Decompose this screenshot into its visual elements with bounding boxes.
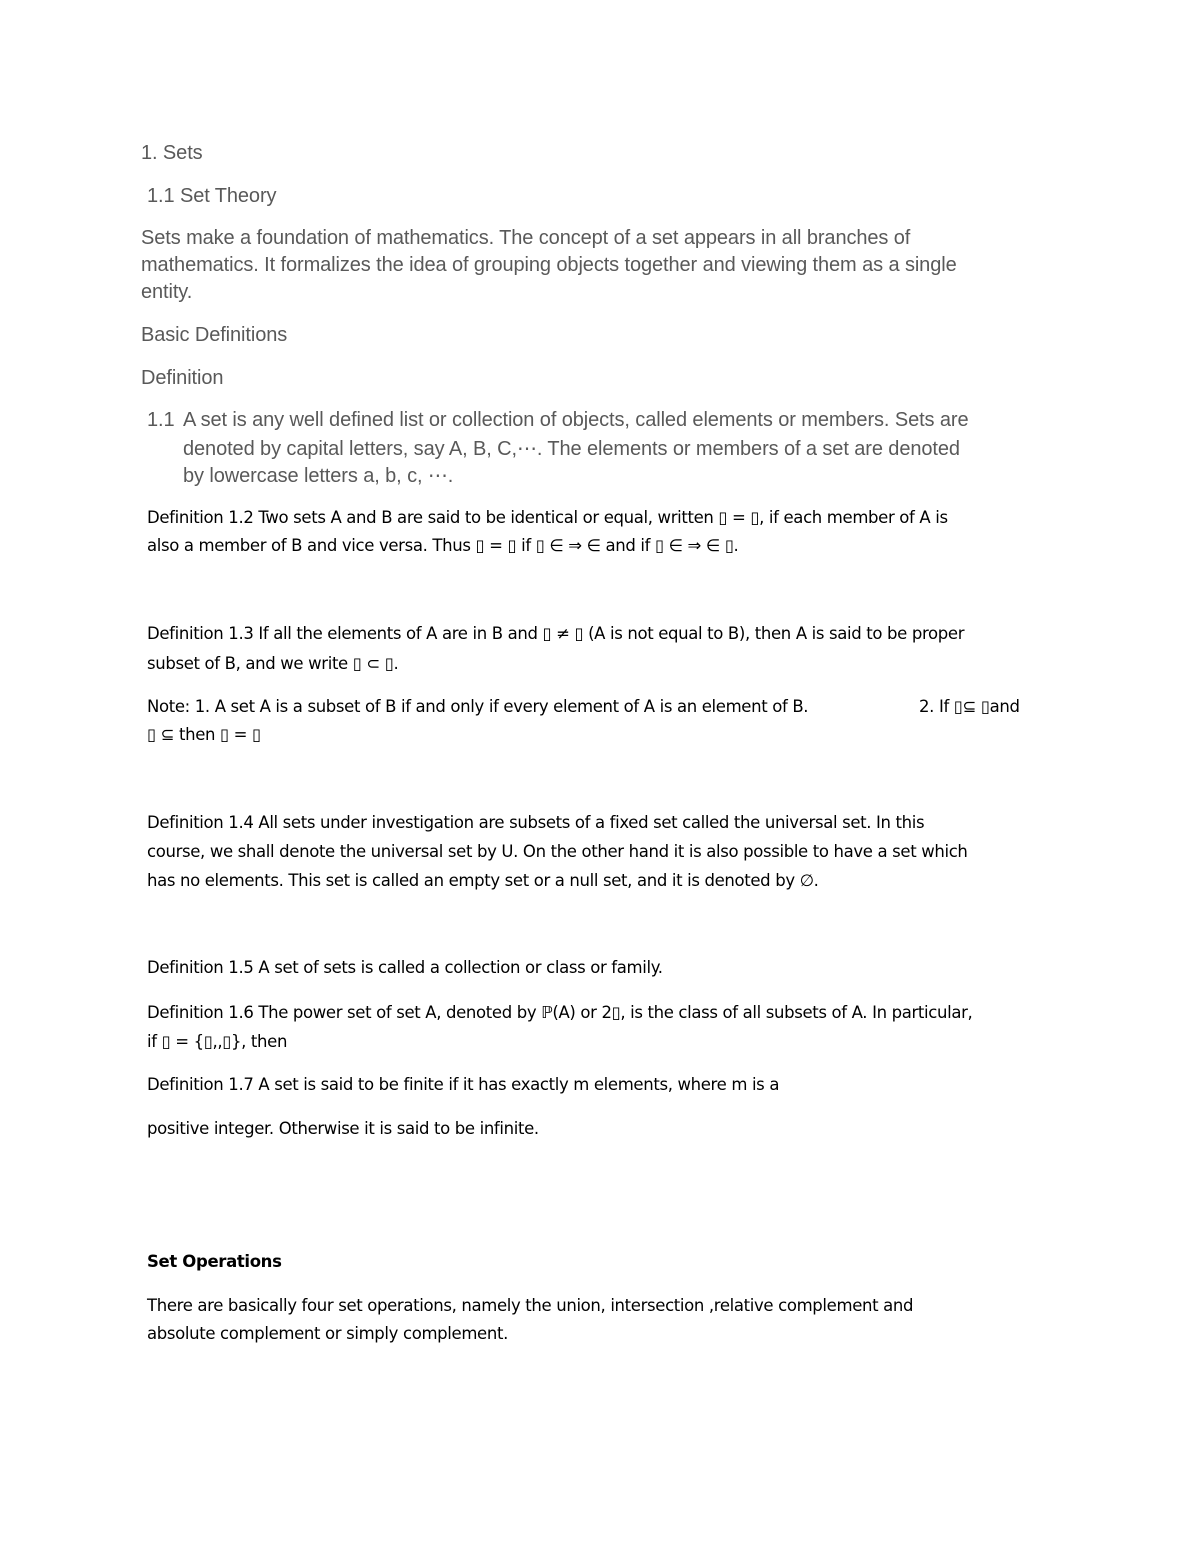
note-line-2: ▯ ⊆ then ▯ = ▯	[147, 725, 261, 744]
def-1-1-line-2: denoted by capital letters, say A, B, C,⋯. The elements or members of a set are denoted	[183, 438, 960, 460]
definition-heading: Definition	[141, 367, 224, 389]
def-1-3-line-2: subset of B, and we write ▯ ⊂ ▯.	[147, 654, 399, 673]
note-line-1: Note: 1. A set A is a subset of B if and only if every element of A is an element of B.	[147, 697, 809, 716]
def-1-7-line-2: positive integer. Otherwise it is said to be infinite.	[147, 1119, 539, 1138]
set-operations-line-1: There are basically four set operations, namely the union, intersection ,relative complement and	[147, 1296, 914, 1315]
def-1-4-line-2: course, we shall denote the universal set by U. On the other hand it is also possible to have a set which	[147, 842, 968, 861]
set-operations-heading: Set Operations	[147, 1252, 282, 1271]
def-1-4-line-1: Definition 1.4 All sets under investigation are subsets of a fixed set called the universal set. In this	[147, 813, 925, 832]
basic-definitions-heading: Basic Definitions	[141, 324, 288, 346]
def-1-1-line-3: by lowercase letters a, b, c, ⋯.	[183, 465, 454, 487]
set-operations-line-2: absolute complement or simply complement.	[147, 1324, 508, 1343]
chapter-heading: 1. Sets	[141, 142, 203, 164]
section-heading: 1.1 Set Theory	[147, 185, 277, 207]
note-line-1-part-2: 2. If ▯⊆ ▯and	[919, 697, 1020, 716]
def-1-2-line-1: Definition 1.2 Two sets A and B are said to be identical or equal, written ▯ = ▯, if each member of A is	[147, 508, 948, 527]
def-1-4-line-3: has no elements. This set is called an empty set or a null set, and it is denoted by ∅.	[147, 871, 819, 890]
def-1-6-line-1: Definition 1.6 The power set of set A, denoted by ℙ(A) or 2▯, is the class of all subsets of A. In particular,	[147, 1003, 973, 1022]
def-1-3-line-1: Definition 1.3 If all the elements of A are in B and ▯ ≠ ▯ (A is not equal to B), then A is said to be proper	[147, 624, 965, 643]
intro-line-3: entity.	[141, 281, 193, 303]
def-1-5-line-1: Definition 1.5 A set of sets is called a collection or class or family.	[147, 958, 663, 977]
def-1-7-line-1: Definition 1.7 A set is said to be finite if it has exactly m elements, where m is a	[147, 1075, 780, 1094]
def-1-6-line-2: if ▯ = {▯,,▯}, then	[147, 1032, 288, 1051]
def-1-1-number: 1.1	[147, 409, 175, 431]
intro-line-1: Sets make a foundation of mathematics. The concept of a set appears in all branches of	[141, 227, 911, 249]
intro-line-2: mathematics. It formalizes the idea of grouping objects together and viewing them as a single	[141, 254, 957, 276]
def-1-2-line-2: also a member of B and vice versa. Thus ▯ = ▯ if ▯ ∈ ⇒ ∈ and if ▯ ∈ ⇒ ∈ ▯.	[147, 536, 739, 555]
def-1-1-line-1: A set is any well defined list or collection of objects, called elements or members. Sets are	[183, 409, 969, 431]
